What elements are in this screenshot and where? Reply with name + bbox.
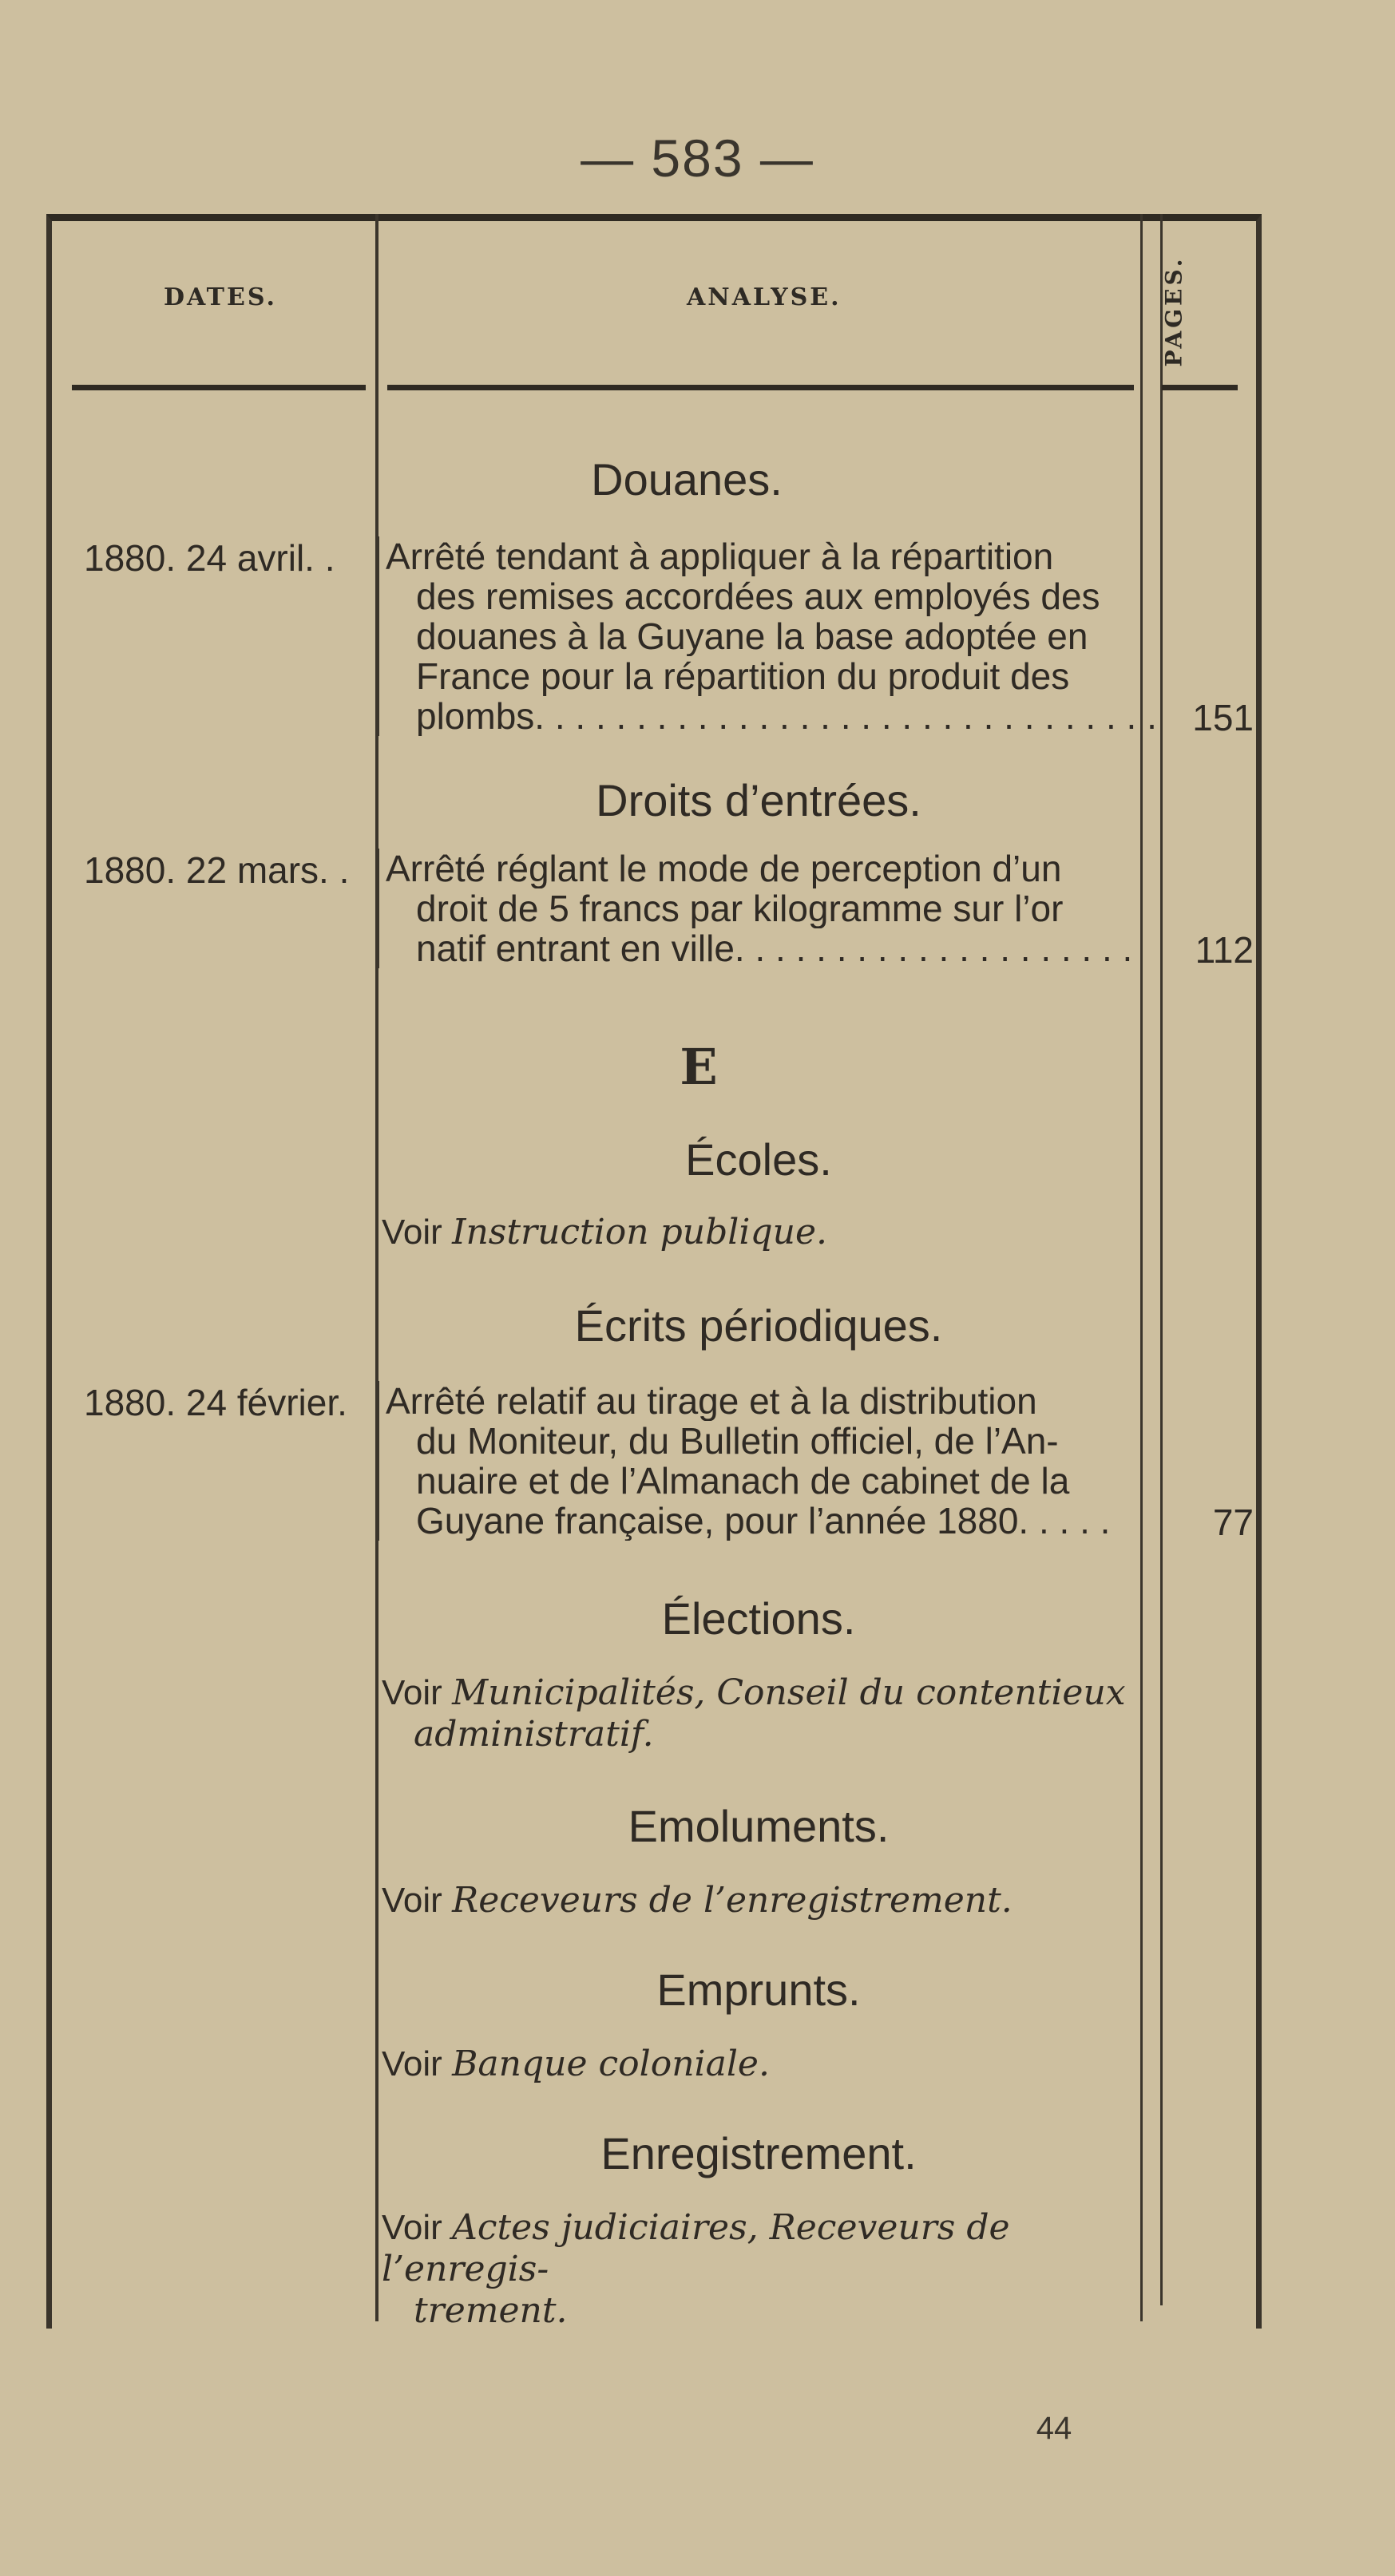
page-number: — 583 —	[581, 129, 814, 188]
header-pages-label: PAGES.	[1160, 255, 1187, 367]
entry-date: 1880. 24 avril. .	[84, 537, 335, 579]
voir-label: Voir	[382, 1213, 442, 1252]
header-pages	[1142, 239, 1206, 383]
cross-reference-continued: administratif.	[414, 1714, 654, 1755]
cross-reference: Municipalités, Conseil du contentieux	[452, 1672, 1126, 1713]
section-title-douanes: Douanes.	[591, 454, 783, 505]
voir-label: Voir	[382, 1673, 442, 1712]
entry-line: France pour la répartition du produit des	[416, 656, 1070, 696]
entry-line: natif entrant en ville. . . . . . . . . . . . . . . . . . . .	[416, 928, 1133, 968]
page-reference: 77	[1212, 1502, 1254, 1543]
entry-line: Arrêté réglant le mode de perception d’un	[386, 849, 1062, 888]
entry-text-ecrits	[377, 1381, 1171, 1541]
header-rule-dates	[72, 385, 366, 390]
voir-label: Voir	[382, 2044, 442, 2083]
entry-line: Guyane française, pour l’année 1880. . . . .	[416, 1501, 1111, 1541]
entry-line: des remises accordées aux employés des	[416, 576, 1100, 616]
voir-label: Voir	[382, 2208, 442, 2247]
column-divider-pages	[1160, 214, 1163, 2305]
see-also-emprunts	[382, 2044, 1164, 2085]
section-title-enregistrement: Enregistrement.	[600, 2128, 917, 2178]
cross-reference: Instruction publique.	[452, 1212, 827, 1252]
see-also-emoluments	[382, 1880, 1164, 1921]
entry-date: 1880. 24 février.	[84, 1382, 347, 1423]
cross-reference-continued: trement.	[414, 2290, 568, 2331]
entry-line: Arrêté relatif au tirage et à la distribution	[386, 1381, 1037, 1421]
entry-line: nuaire et de l’Almanach de cabinet de la	[416, 1461, 1070, 1501]
cross-reference: Actes judiciaires, Receveurs de l’enregis-	[382, 2207, 1010, 2289]
header-analyse: ANALYSE.	[687, 283, 842, 311]
section-title-emprunts: Emprunts.	[656, 1965, 861, 2015]
header-rule-pages	[1162, 385, 1238, 390]
section-title-ecoles: Écoles.	[685, 1134, 832, 1185]
see-also-elections	[382, 1672, 1164, 1755]
section-title-emoluments: Emoluments.	[628, 1801, 890, 1851]
entry-text-droits	[377, 849, 1171, 968]
entry-line: douanes à la Guyane la base adoptée en	[416, 616, 1088, 656]
section-title-droits-entrees: Droits d’entrées.	[596, 775, 921, 825]
section-title-elections: Élections.	[661, 1593, 856, 1644]
voir-label: Voir	[382, 1881, 442, 1920]
header-rule-analyse	[387, 385, 1134, 390]
entry-text-douanes	[377, 536, 1171, 736]
entry-line: Arrêté tendant à appliquer à la répartition	[386, 536, 1054, 576]
see-also-ecoles	[382, 1212, 1164, 1253]
cross-reference: Receveurs de l’enregistrement.	[452, 1880, 1013, 1921]
see-also-enregistrement	[382, 2207, 1164, 2332]
section-title-ecrits: Écrits périodiques.	[574, 1300, 943, 1351]
printer-signature: 44	[1036, 2411, 1072, 2446]
entry-line: droit de 5 francs par kilogramme sur l’or	[416, 888, 1064, 928]
page-reference: 112	[1195, 929, 1254, 971]
header-dates: DATES.	[164, 283, 277, 311]
entry-line: du Moniteur, du Bulletin officiel, de l’An-	[416, 1421, 1059, 1461]
cross-reference: Banque coloniale.	[452, 2044, 770, 2084]
entry-date: 1880. 22 mars. .	[84, 849, 350, 891]
entry-line: plombs. . . . . . . . . . . . . . . . . . . . . . . . . . . . . . .	[416, 696, 1157, 736]
letter-heading: E	[680, 1038, 718, 1096]
page-reference: 151	[1192, 697, 1254, 738]
